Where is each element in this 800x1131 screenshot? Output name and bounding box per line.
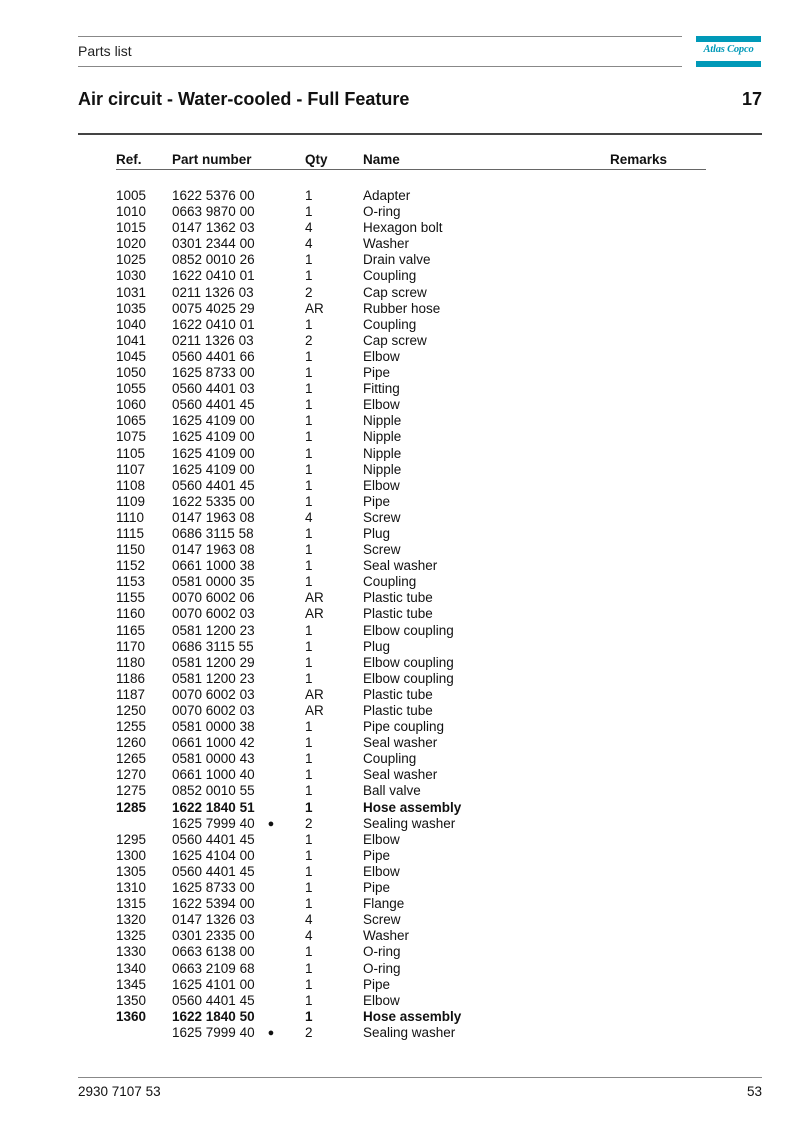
row-part-number: 0560 4401 66 — [172, 348, 255, 364]
row-qty: 4 — [305, 912, 313, 928]
row-ref: 1150 — [116, 542, 146, 558]
row-ref: 1109 — [116, 493, 146, 509]
row-qty: AR — [305, 606, 324, 622]
row-qty: 1 — [305, 1008, 313, 1024]
row-qty: AR — [305, 686, 324, 702]
row-name: Elbow — [363, 477, 400, 493]
table-row — [0, 606, 800, 622]
row-name: Cap screw — [363, 332, 427, 348]
table-row — [0, 703, 800, 719]
column-header-name: Name — [363, 152, 400, 167]
row-part-number: 1622 1840 50 — [172, 1008, 255, 1024]
row-name: O-ring — [363, 960, 401, 976]
row-qty: 1 — [305, 622, 313, 638]
table-row — [0, 735, 800, 751]
row-part-number: 0301 2335 00 — [172, 928, 255, 944]
row-name: Nipple — [363, 445, 402, 461]
row-part-number: 1625 4109 00 — [172, 445, 255, 461]
row-name: O-ring — [363, 944, 401, 960]
table-row — [0, 268, 800, 284]
row-ref: 1040 — [116, 316, 147, 332]
row-ref: 1265 — [116, 751, 147, 767]
row-qty: 1 — [305, 397, 313, 413]
row-ref: 1105 — [116, 445, 146, 461]
row-name: Pipe coupling — [363, 719, 445, 735]
row-ref: 1350 — [116, 992, 147, 1008]
table-row — [0, 977, 800, 993]
row-name: Elbow coupling — [363, 622, 454, 638]
row-part-number: 0663 9870 00 — [172, 204, 255, 220]
row-ref: 1345 — [116, 976, 147, 992]
row-name: Pipe — [363, 493, 391, 509]
row-name: Cap screw — [363, 284, 427, 300]
row-part-number: 1622 5335 00 — [172, 493, 255, 509]
row-part-number: 1625 4109 00 — [172, 461, 255, 477]
row-ref: 1065 — [116, 413, 147, 429]
table-row — [0, 204, 800, 220]
row-qty: 4 — [305, 509, 313, 525]
table-row — [0, 510, 800, 526]
row-name: Flange — [363, 896, 405, 912]
row-part-number: 0070 6002 03 — [172, 606, 255, 622]
row-name: Nipple — [363, 429, 402, 445]
row-name: Hose assembly — [363, 799, 462, 815]
row-ref: 1360 — [116, 1008, 147, 1024]
row-ref: 1300 — [116, 847, 147, 863]
column-header-qty: Qty — [305, 152, 328, 167]
table-row — [0, 301, 800, 317]
row-ref: 1285 — [116, 799, 147, 815]
row-part-number: 1625 4109 00 — [172, 429, 255, 445]
table-row — [0, 494, 800, 510]
table-row — [0, 558, 800, 574]
table-row — [0, 993, 800, 1009]
table-header-rule — [116, 169, 706, 170]
table-row — [0, 252, 800, 268]
row-ref: 1025 — [116, 252, 147, 268]
row-ref: 1340 — [116, 960, 147, 976]
row-qty: 1 — [305, 381, 313, 397]
row-name: Plastic tube — [363, 703, 433, 718]
row-part-number: 0560 4401 45 — [172, 397, 255, 413]
row-qty: 2 — [305, 815, 313, 831]
table-row — [0, 365, 800, 381]
header-label: Parts list — [78, 43, 132, 59]
row-ref: 1320 — [116, 912, 147, 928]
table-row — [0, 429, 800, 445]
row-name: Plastic tube — [363, 606, 433, 622]
row-name: Pipe — [363, 976, 391, 992]
row-part-number: 0661 1000 38 — [172, 558, 255, 574]
row-qty: 4 — [305, 928, 313, 944]
row-name: Washer — [363, 236, 410, 252]
row-part-number: 0581 1200 23 — [172, 622, 255, 638]
table-row — [0, 446, 800, 462]
table-row — [0, 800, 800, 816]
row-part-number: 1622 0410 01 — [172, 316, 255, 332]
row-name: Pipe — [363, 880, 391, 896]
row-part-number: 0581 0000 38 — [172, 719, 255, 735]
row-ref: 1165 — [116, 622, 146, 638]
row-part-number: 0070 6002 03 — [172, 686, 255, 702]
table-row — [0, 719, 800, 735]
table-row — [0, 236, 800, 252]
document-number: 2930 7107 53 — [78, 1084, 161, 1099]
row-part-number: 0581 1200 29 — [172, 654, 255, 670]
row-qty: 1 — [305, 252, 313, 268]
row-part-number: 1625 4101 00 — [172, 976, 255, 992]
row-name: Ball valve — [363, 783, 421, 799]
table-row — [0, 381, 800, 397]
row-part-number: 0147 1963 08 — [172, 542, 255, 558]
row-qty: 1 — [305, 735, 313, 751]
row-name: Nipple — [363, 461, 402, 477]
section-number: 17 — [741, 89, 762, 109]
row-part-number: 1625 4109 00 — [172, 413, 255, 429]
table-row — [0, 912, 800, 928]
row-ref: 1110 — [116, 509, 145, 525]
row-name: Drain valve — [363, 252, 431, 268]
column-header-remarks: Remarks — [610, 152, 668, 167]
table-row — [0, 623, 800, 639]
row-name: Plastic tube — [363, 686, 433, 702]
table-row — [0, 285, 800, 301]
row-qty: 1 — [305, 493, 313, 509]
row-part-number: 0686 3115 55 — [172, 638, 254, 654]
table-row — [0, 783, 800, 799]
row-ref: 1155 — [116, 590, 146, 606]
row-qty: AR — [305, 590, 324, 606]
row-qty: 4 — [305, 220, 313, 236]
table-row — [0, 397, 800, 413]
row-qty: 1 — [305, 767, 313, 783]
row-qty: 1 — [305, 365, 313, 381]
row-ref: 1310 — [116, 880, 147, 896]
parts-table-body — [0, 188, 800, 1041]
row-qty: 1 — [305, 445, 313, 461]
row-part-number: 0661 1000 42 — [172, 735, 255, 751]
title-rule — [78, 133, 762, 135]
table-row — [0, 832, 800, 848]
row-qty: 1 — [305, 204, 313, 220]
logo-wordmark: Atlas Copco — [703, 44, 754, 55]
row-qty: 1 — [305, 880, 313, 896]
row-name: Hexagon bolt — [363, 220, 443, 236]
row-name: Coupling — [363, 316, 417, 332]
row-ref: 1260 — [116, 735, 147, 751]
row-name: Elbow coupling — [363, 670, 454, 686]
row-name: Seal washer — [363, 558, 438, 574]
row-part-number: 1625 4104 00 — [172, 847, 255, 863]
row-ref: 1170 — [116, 638, 146, 654]
row-qty: 1 — [305, 638, 313, 654]
row-part-number: 1625 8733 00 — [172, 365, 255, 381]
row-qty: 1 — [305, 944, 313, 960]
table-row — [0, 880, 800, 896]
row-name: Screw — [363, 509, 401, 525]
row-part-number: 0852 0010 55 — [172, 783, 255, 799]
column-header-ref: Ref. — [116, 152, 142, 167]
row-name: Fitting — [363, 381, 400, 397]
table-row — [0, 864, 800, 880]
table-row — [0, 944, 800, 960]
row-ref: 1020 — [116, 236, 147, 252]
row-qty: 1 — [305, 976, 313, 992]
row-ref: 1325 — [116, 928, 147, 944]
row-qty: 1 — [305, 670, 313, 686]
row-name: Plug — [363, 525, 391, 541]
row-ref: 1075 — [116, 429, 147, 445]
row-name: Adapter — [363, 188, 411, 203]
row-name: Screw — [363, 542, 401, 558]
row-name: Nipple — [363, 413, 402, 429]
table-row — [0, 478, 800, 494]
table-row — [0, 896, 800, 912]
row-ref: 1035 — [116, 300, 147, 316]
row-ref: 1015 — [116, 220, 147, 236]
row-part-number: 0661 1000 40 — [172, 767, 255, 783]
logo-bottom-band — [696, 61, 761, 67]
row-ref: 1275 — [116, 783, 147, 799]
row-qty: AR — [305, 300, 324, 316]
row-part-number: 0211 1326 03 — [172, 284, 254, 300]
table-row — [0, 590, 800, 606]
row-qty: 1 — [305, 558, 313, 574]
row-part-number: 0581 0000 43 — [172, 751, 255, 767]
row-name: Elbow — [363, 992, 400, 1008]
row-part-number: 0581 0000 35 — [172, 574, 255, 590]
row-name: Pipe — [363, 847, 391, 863]
row-ref: 1330 — [116, 944, 147, 960]
row-name: Sealing washer — [363, 815, 456, 831]
row-part-number: 0663 6138 00 — [172, 944, 255, 960]
row-qty: 1 — [305, 654, 313, 670]
row-qty: 1 — [305, 783, 313, 799]
row-part-number: 0560 4401 45 — [172, 477, 255, 493]
row-qty: 1 — [305, 316, 313, 332]
row-ref: 1187 — [116, 686, 146, 702]
row-qty: 1 — [305, 719, 313, 735]
row-qty: 1 — [305, 477, 313, 493]
column-header-part-number: Part number — [172, 152, 252, 167]
brand-logo — [696, 36, 761, 67]
row-ref: 1153 — [116, 574, 146, 590]
row-qty: 2 — [305, 332, 313, 348]
header-bottom-rule — [78, 66, 682, 67]
row-part-number: 0070 6002 03 — [172, 703, 255, 718]
table-row — [0, 961, 800, 977]
row-name: Coupling — [363, 574, 417, 590]
row-ref: 1270 — [116, 767, 147, 783]
row-ref: 1107 — [116, 461, 146, 477]
row-qty: 1 — [305, 992, 313, 1008]
row-name: Pipe — [363, 365, 391, 381]
row-name: Seal washer — [363, 735, 438, 751]
row-part-number: 0075 4025 29 — [172, 300, 255, 316]
row-ref: 1255 — [116, 719, 147, 735]
row-part-number: 0560 4401 45 — [172, 831, 255, 847]
row-name: Elbow — [363, 348, 400, 364]
table-row — [0, 349, 800, 365]
row-part-number: 1622 0410 01 — [172, 268, 255, 284]
page-number: 53 — [746, 1084, 762, 1099]
row-name: Coupling — [363, 268, 417, 284]
row-qty: 1 — [305, 574, 313, 590]
row-ref: 1030 — [116, 268, 147, 284]
row-qty: 1 — [305, 896, 313, 912]
row-qty: 2 — [305, 284, 313, 300]
row-ref: 1315 — [116, 896, 147, 912]
row-ref: 1010 — [116, 204, 147, 220]
table-row — [0, 655, 800, 671]
row-part-number: 1622 1840 51 — [172, 799, 255, 815]
row-name: Elbow — [363, 863, 400, 879]
logo-top-band — [696, 36, 761, 42]
table-row — [0, 687, 800, 703]
row-ref: 1295 — [116, 831, 147, 847]
row-part-number: 0560 4401 03 — [172, 381, 255, 397]
row-qty: 1 — [305, 847, 313, 863]
row-ref: 1060 — [116, 397, 147, 413]
row-qty: 1 — [305, 429, 313, 445]
row-part-number: 0211 1326 03 — [172, 332, 254, 348]
row-part-number: 1625 7999 40 — [172, 815, 255, 831]
row-part-number: 0686 3115 58 — [172, 525, 254, 541]
row-qty: 1 — [305, 461, 313, 477]
table-row — [0, 1009, 800, 1025]
row-part-number: 0581 1200 23 — [172, 670, 255, 686]
row-part-number: 1622 5376 00 — [172, 188, 255, 203]
row-name: Screw — [363, 912, 401, 928]
table-row — [0, 767, 800, 783]
row-ref: 1041 — [116, 332, 147, 348]
row-qty: 1 — [305, 960, 313, 976]
row-qty: 1 — [305, 542, 313, 558]
table-row — [0, 317, 800, 333]
row-name: Sealing washer — [363, 1024, 456, 1040]
row-qty: 1 — [305, 413, 313, 429]
row-part-number: 0663 2109 68 — [172, 960, 255, 976]
table-row — [0, 526, 800, 542]
table-row — [0, 188, 800, 204]
row-ref: 1115 — [116, 525, 145, 541]
row-qty: 1 — [305, 188, 313, 203]
row-ref: 1031 — [116, 284, 147, 300]
row-name: Plug — [363, 638, 391, 654]
row-name: Plastic tube — [363, 590, 433, 606]
footer-rule — [78, 1077, 762, 1078]
row-ref: 1152 — [116, 558, 146, 574]
row-part-number: 0852 0010 26 — [172, 252, 255, 268]
table-row — [0, 542, 800, 558]
row-ref: 1050 — [116, 365, 147, 381]
table-row — [0, 413, 800, 429]
table-row — [0, 1025, 800, 1041]
row-ref: 1045 — [116, 348, 147, 364]
row-qty: 1 — [305, 268, 313, 284]
row-part-number: 0301 2344 00 — [172, 236, 255, 252]
row-ref: 1250 — [116, 703, 147, 718]
row-bullet-icon: ● — [267, 817, 275, 830]
row-ref: 1055 — [116, 381, 147, 397]
row-part-number: 0070 6002 06 — [172, 590, 255, 606]
row-part-number: 1625 7999 40 — [172, 1024, 255, 1040]
row-qty: 1 — [305, 348, 313, 364]
row-ref: 1005 — [116, 188, 147, 203]
row-bullet-icon: ● — [267, 1026, 275, 1039]
row-part-number: 0147 1326 03 — [172, 912, 255, 928]
row-ref: 1186 — [116, 670, 146, 686]
row-part-number: 1625 8733 00 — [172, 880, 255, 896]
row-name: Rubber hose — [363, 300, 441, 316]
table-row — [0, 751, 800, 767]
row-ref: 1160 — [116, 606, 146, 622]
row-part-number: 0560 4401 45 — [172, 992, 255, 1008]
table-row — [0, 574, 800, 590]
page-title: Air circuit - Water-cooled - Full Feature — [78, 89, 410, 109]
row-qty: 1 — [305, 525, 313, 541]
row-qty: 1 — [305, 831, 313, 847]
row-name: Elbow coupling — [363, 654, 454, 670]
table-row — [0, 848, 800, 864]
header-top-rule — [78, 36, 682, 37]
row-qty: 1 — [305, 863, 313, 879]
table-row — [0, 928, 800, 944]
row-ref: 1305 — [116, 863, 147, 879]
row-name: Washer — [363, 928, 410, 944]
row-name: Hose assembly — [363, 1008, 462, 1024]
table-row — [0, 671, 800, 687]
table-row — [0, 639, 800, 655]
table-row — [0, 816, 800, 832]
row-name: Seal washer — [363, 767, 438, 783]
table-row — [0, 462, 800, 478]
row-qty: 1 — [305, 751, 313, 767]
row-name: Elbow — [363, 831, 400, 847]
row-part-number: 0147 1963 08 — [172, 509, 255, 525]
table-row — [0, 220, 800, 236]
row-name: Elbow — [363, 397, 400, 413]
row-qty: 4 — [305, 236, 313, 252]
row-name: O-ring — [363, 204, 401, 220]
row-ref: 1108 — [116, 477, 146, 493]
row-qty: 2 — [305, 1024, 313, 1040]
row-name: Coupling — [363, 751, 417, 767]
row-part-number: 0147 1362 03 — [172, 220, 255, 236]
row-qty: 1 — [305, 799, 313, 815]
row-part-number: 0560 4401 45 — [172, 863, 255, 879]
row-part-number: 1622 5394 00 — [172, 896, 255, 912]
table-row — [0, 333, 800, 349]
row-ref: 1180 — [116, 654, 146, 670]
row-qty: AR — [305, 703, 324, 718]
